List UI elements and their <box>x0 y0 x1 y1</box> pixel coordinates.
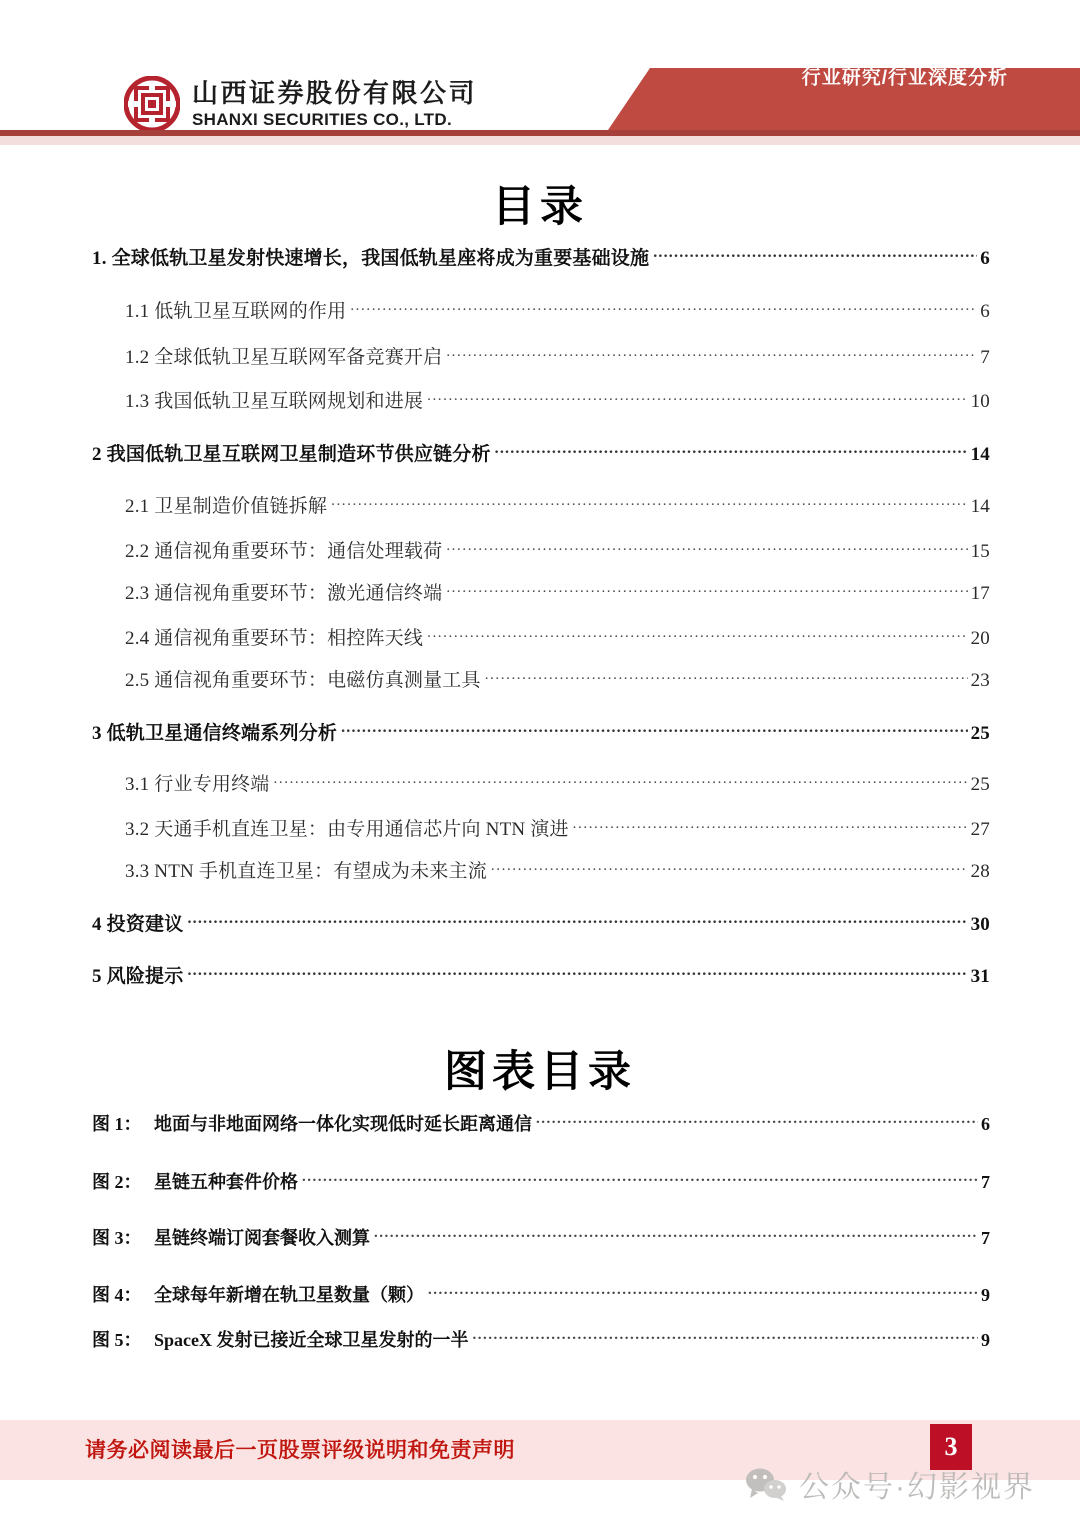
figure-leader-dots <box>536 1112 978 1130</box>
toc-entry-label: 4 投资建议 <box>92 914 184 935</box>
toc-entry-label: 2.1 卫星制造价值链拆解 <box>125 496 328 517</box>
toc-leader-dots <box>446 538 967 557</box>
toc-entry-page: 23 <box>970 670 990 691</box>
toc-entry-label: 1. 全球低轨卫星发射快速增长，我国低轨星座将成为重要基础设施 <box>92 248 650 269</box>
toc-entry-page: 7 <box>980 347 990 368</box>
toc-leader-dots <box>495 441 968 460</box>
toc-leader-dots <box>491 858 968 877</box>
toc-leader-dots <box>653 245 977 264</box>
figure-leader-dots <box>302 1170 978 1188</box>
toc-entry-label: 1.2 全球低轨卫星互联网军备竞赛开启 <box>125 347 443 368</box>
toc-entry-label: 3 低轨卫星通信终端系列分析 <box>92 723 338 744</box>
toc-entry-page: 10 <box>970 391 990 412</box>
toc-entry-page: 25 <box>970 774 990 795</box>
figure-entry-label: 星链终端订阅套餐收入测算 <box>154 1228 370 1248</box>
figure-entry-id: 图 5： <box>92 1330 142 1350</box>
toc-entry-page: 6 <box>980 248 990 269</box>
toc-entry-label: 3.2 天通手机直连卫星：由专用通信芯片向 NTN 演进 <box>125 819 569 840</box>
figure-entry-1[interactable] <box>92 1110 990 1136</box>
page-number-badge: 3 <box>930 1424 972 1470</box>
header-rule-light <box>0 136 1080 145</box>
figure-leader-dots <box>374 1226 978 1244</box>
figure-entry-page: 7 <box>981 1172 990 1192</box>
toc-leader-dots <box>331 493 967 512</box>
figure-entry-3[interactable] <box>92 1224 990 1250</box>
figure-entry-label: SpaceX 发射已接近全球卫星发射的一半 <box>154 1330 469 1350</box>
figure-entry-id: 图 2： <box>92 1172 142 1192</box>
toc-entry-page: 14 <box>970 444 990 465</box>
toc-entry-10[interactable] <box>125 665 990 692</box>
toc-entry-7[interactable] <box>125 536 990 563</box>
figure-entry-page: 7 <box>981 1228 990 1248</box>
figure-entry-id: 图 1： <box>92 1114 142 1134</box>
toc-entry-page: 31 <box>970 966 990 987</box>
toc-entry-label: 2.5 通信视角重要环节：电磁仿真测量工具 <box>125 670 481 691</box>
figure-entry-5[interactable] <box>92 1326 990 1352</box>
figure-entry-page: 6 <box>981 1114 990 1134</box>
wechat-bubbles-icon <box>745 1467 787 1501</box>
toc-entry-4[interactable] <box>125 386 990 413</box>
footer-disclaimer: 请务必阅读最后一页股票评级说明和免责声明 <box>85 1438 515 1462</box>
toc-entry-16[interactable] <box>92 961 990 988</box>
toc-entry-13[interactable] <box>125 814 990 841</box>
toc-entry-6[interactable] <box>125 491 990 518</box>
watermark-label: 公众号·幻影视界 <box>799 1471 1035 1504</box>
toc-entry-label: 2.3 通信视角重要环节：激光通信终端 <box>125 583 443 604</box>
toc-entry-label: 2.4 通信视角重要环节：相控阵天线 <box>125 628 424 649</box>
toc-entry-label: 2.2 通信视角重要环节：通信处理载荷 <box>125 541 443 562</box>
figure-entry-page: 9 <box>981 1330 990 1350</box>
toc-leader-dots <box>427 625 967 644</box>
toc-entry-page: 28 <box>970 861 990 882</box>
toc-leader-dots <box>350 298 977 317</box>
toc-entry-label: 1.3 我国低轨卫星互联网规划和进展 <box>125 391 424 412</box>
figure-entry-label: 地面与非地面网络一体化实现低时延长距离通信 <box>154 1114 532 1134</box>
figure-entry-label: 全球每年新增在轨卫星数量（颗） <box>154 1285 424 1305</box>
toc-heading: 目录 <box>492 184 588 231</box>
toc-leader-dots <box>274 771 968 790</box>
toc-entry-label: 3.1 行业专用终端 <box>125 774 270 795</box>
toc-entry-label: 2 我国低轨卫星互联网卫星制造环节供应链分析 <box>92 444 491 465</box>
figure-leader-dots <box>473 1328 979 1346</box>
toc-entry-page: 14 <box>970 496 990 517</box>
toc-entry-8[interactable] <box>125 578 990 605</box>
company-logo <box>124 76 477 132</box>
shanxi-securities-seal-icon <box>124 76 180 132</box>
figure-entry-page: 9 <box>981 1285 990 1305</box>
toc-entry-label: 1.1 低轨卫星互联网的作用 <box>125 301 347 322</box>
toc-entry-11[interactable] <box>92 718 990 745</box>
toc-entry-5[interactable] <box>92 439 990 466</box>
toc-leader-dots <box>446 580 967 599</box>
toc-entry-page: 20 <box>970 628 990 649</box>
header-banner-label: 行业研究/行业深度分析 <box>801 67 1008 89</box>
toc-entry-1[interactable] <box>92 243 990 270</box>
figure-leader-dots <box>428 1283 978 1301</box>
toc-entry-2[interactable] <box>125 296 990 323</box>
figure-entry-2[interactable] <box>92 1168 990 1194</box>
toc-entry-page: 27 <box>970 819 990 840</box>
page-header <box>0 0 1080 152</box>
watermark <box>745 1462 1035 1506</box>
toc-leader-dots <box>187 963 967 982</box>
toc-entry-page: 6 <box>980 301 990 322</box>
toc-entry-page: 30 <box>970 914 990 935</box>
figure-entry-4[interactable] <box>92 1281 990 1307</box>
company-name-en: SHANXI SECURITIES CO., LTD. <box>192 110 452 129</box>
toc-leader-dots <box>573 816 968 835</box>
toc-entry-page: 15 <box>970 541 990 562</box>
toc-entry-page: 17 <box>970 583 990 604</box>
figure-entry-id: 图 4： <box>92 1285 142 1305</box>
toc-entry-15[interactable] <box>92 909 990 936</box>
toc-leader-dots <box>187 911 967 930</box>
toc-entry-12[interactable] <box>125 769 990 796</box>
figure-entry-id: 图 3： <box>92 1228 142 1248</box>
toc-entry-page: 25 <box>970 723 990 744</box>
toc-entry-label: 3.3 NTN 手机直连卫星：有望成为未来主流 <box>125 861 487 882</box>
company-name-block <box>192 80 477 128</box>
toc-entry-9[interactable] <box>125 623 990 650</box>
figure-list-heading: 图表目录 <box>444 1049 636 1096</box>
toc-leader-dots <box>446 344 977 363</box>
toc-leader-dots <box>341 720 968 739</box>
toc-entry-3[interactable] <box>125 342 990 369</box>
figure-entry-label: 星链五种套件价格 <box>154 1172 298 1192</box>
company-name-cn: 山西证券股份有限公司 <box>192 78 478 108</box>
toc-entry-14[interactable] <box>125 856 990 883</box>
toc-leader-dots <box>427 388 967 407</box>
toc-entry-label: 5 风险提示 <box>92 966 184 987</box>
toc-leader-dots <box>485 667 968 686</box>
